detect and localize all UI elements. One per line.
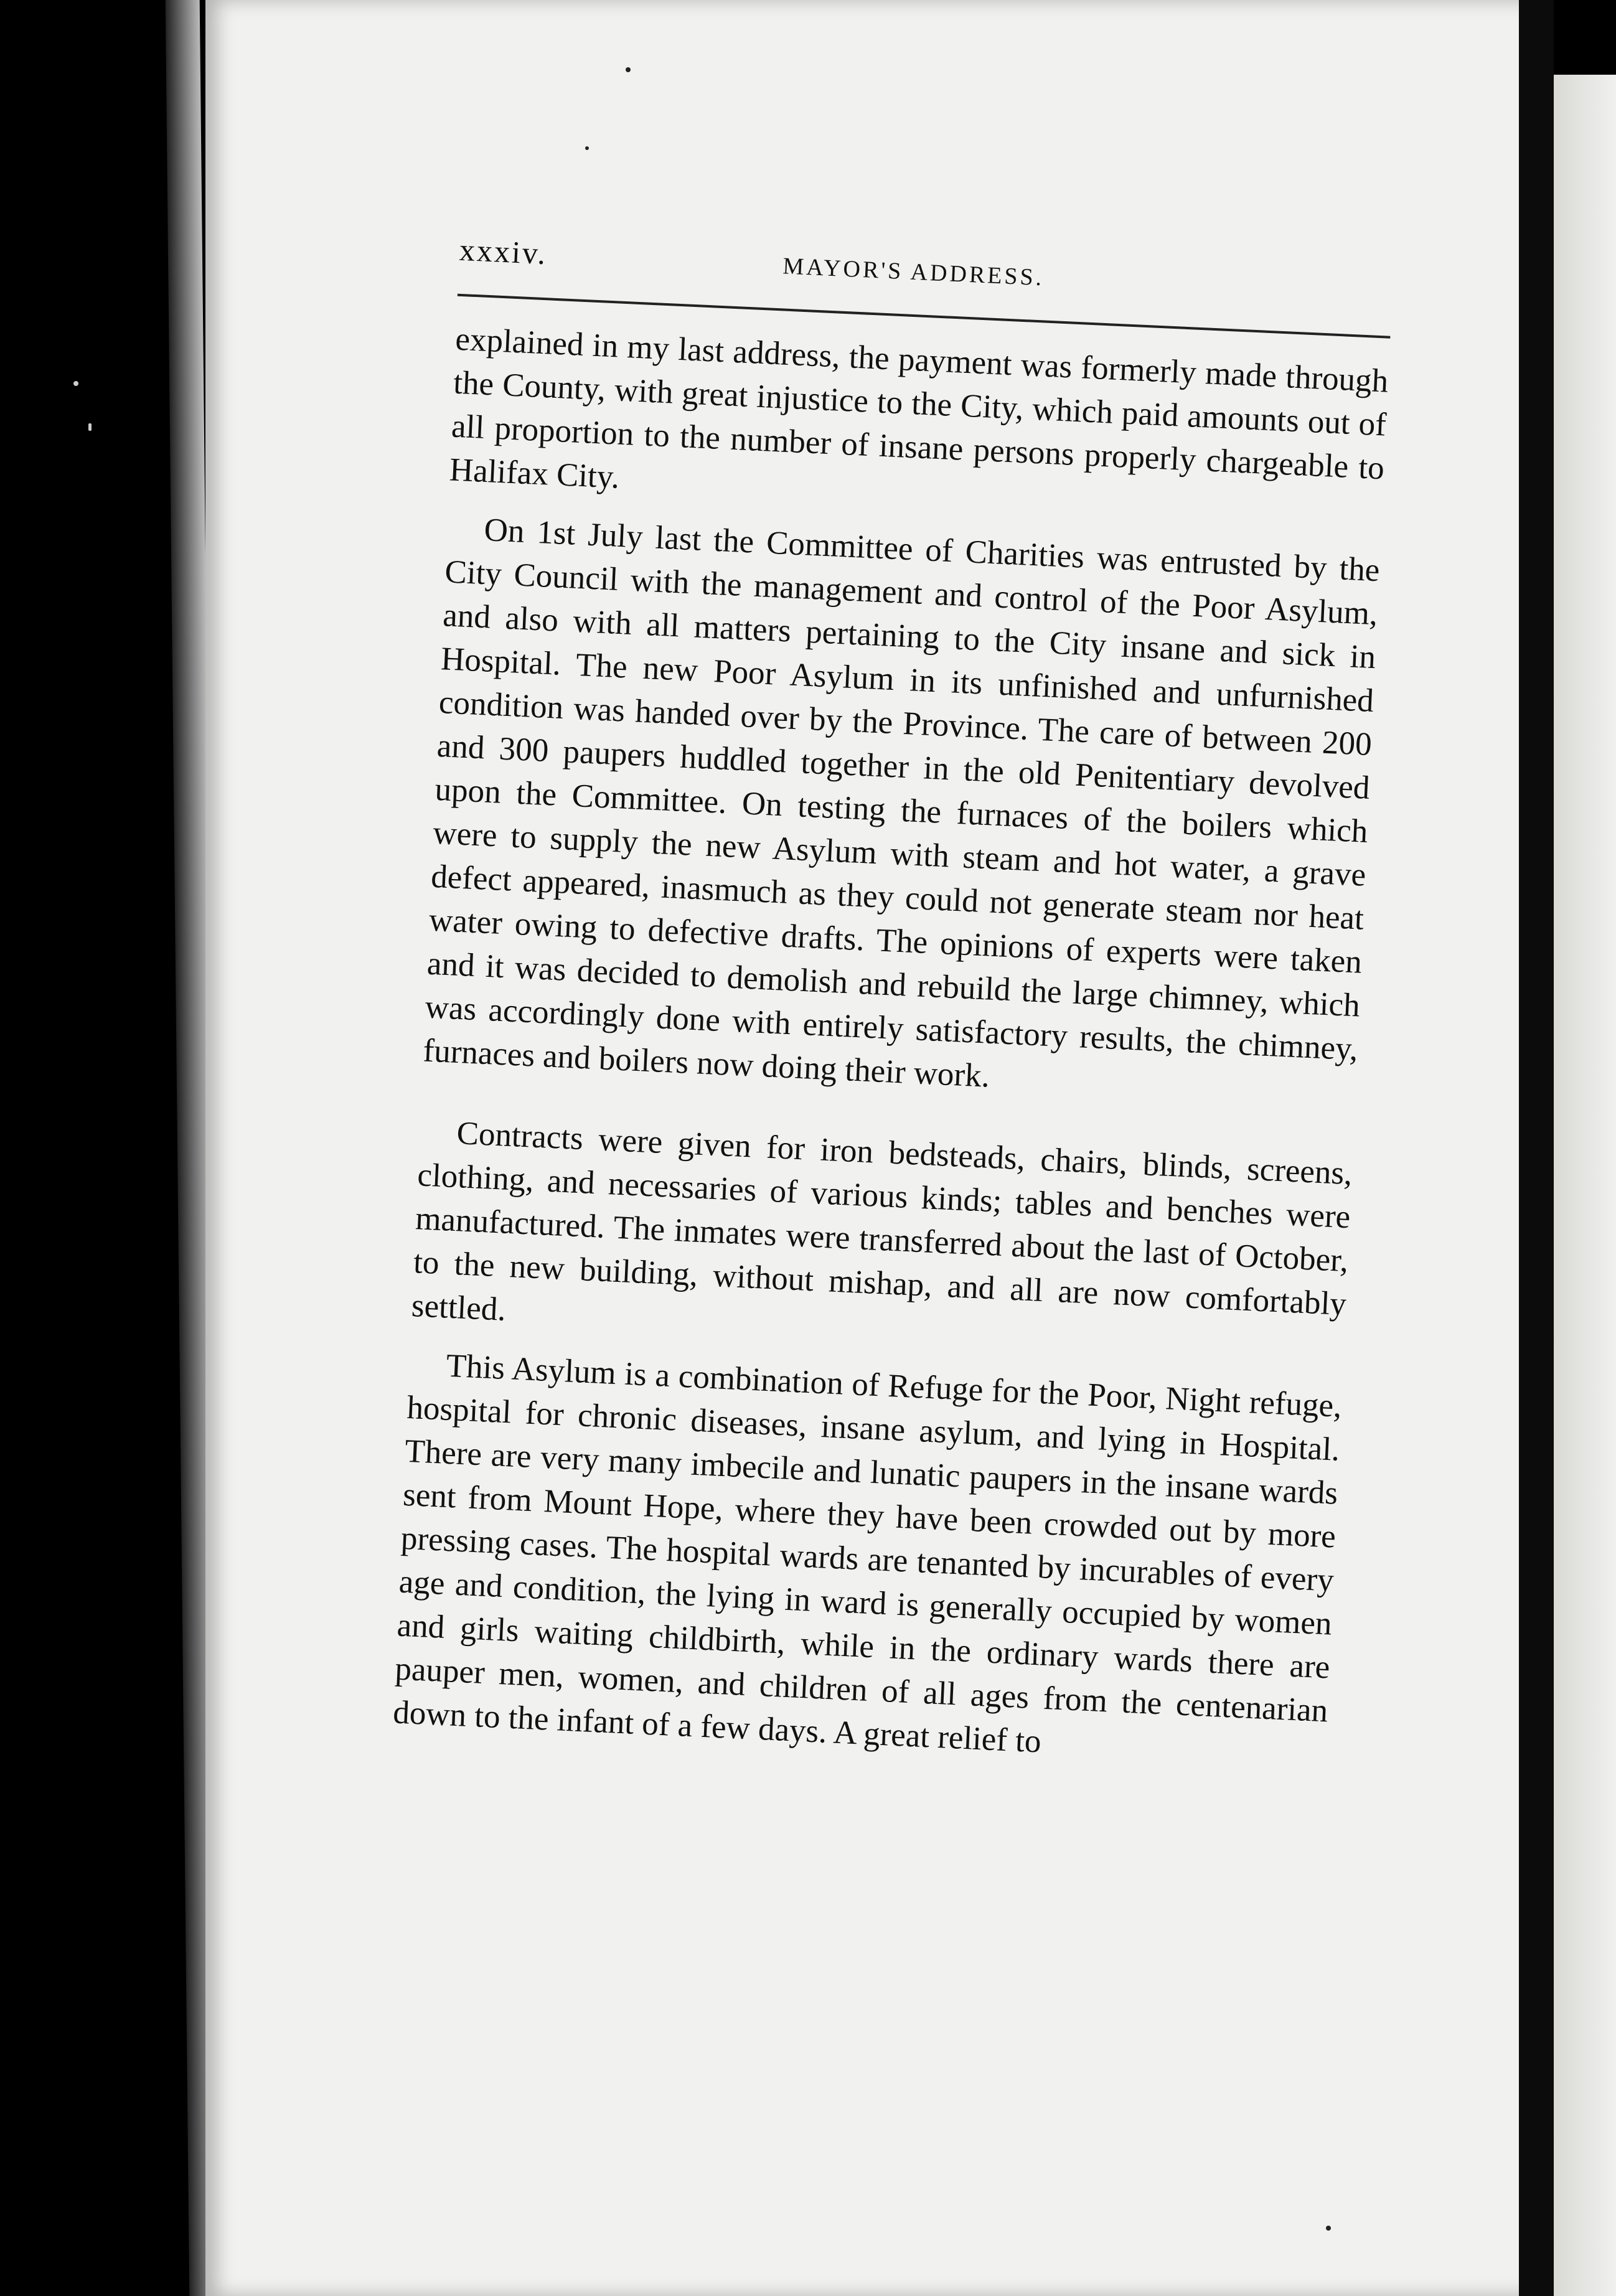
paragraph-asylum-combination: This Asylum is a combination of Refuge for the Poor, Night refuge, hospital for chronic diseases, insane asylum, and lying in Hospital. There are very many imbecile and lunatic paupers in the insane wards sent from Mount Hope, where they have been crowded out by more pressing cases. The hospital wards are tenanted by incurables of every age and condition, the lying in ward is generally occupied by women and girls waiting childbirth, while in the ordinary wards there are pauper men, women, and children of all ages from the centenarian down to the infant of a few days. A great relief to [392,1347,1343,1760]
dust-speck [73,381,78,386]
paragraph-committee-charities: On 1st July last the Committee of Charities was entrusted by the City Council with the management and control of the Poor Asylum, and also with all matters pertaining to the City insane and sick in Hospital. The new Poor Asylum in its unfinished and unfurnished condition was handed over by the Province. The care of between 200 and 300 paupers huddled together in the old Penitentiary devolved upon the Committee. On testing the furnaces of the boilers which were to supply the new Asylum with steam and hot water, a grave defect appeared, inasmuch as they could not generate steam nor heat water owing to defective drafts. The opinions of experts were taken and it was decided to demolish and rebuild the large chimney, which was accordingly done with entirely satisfactory results, the chimney, furnaces and boilers now doing their work. [422,512,1381,1094]
adjacent-page-strip [1554,75,1616,2296]
dust-speck [1326,2226,1331,2231]
dust-speck [585,146,589,150]
page-folio: xxxiv. [458,232,548,271]
page-text-block [367,224,1406,1792]
dust-speck [88,423,92,431]
running-head: MAYOR'S ADDRESS. [782,253,1045,291]
paragraph-contracts: Contracts were given for iron bedsteads, chairs, blinds, screens, clothing, and necessaries of various kinds; tables and benches were manufactured. The inmates were transferred about the last of October, to the new building, without mishap, and all are now comfortably settled. [410,1115,1353,1328]
dust-speck [626,67,631,72]
book-gutter [1519,0,1554,2296]
paragraph-continuation: explained in my last address, the payment was formerly made through the County, with great injustice to the City, which paid amounts out of all proportion to the number of insane persons properly chargeable to Halifax City. [448,321,1389,496]
